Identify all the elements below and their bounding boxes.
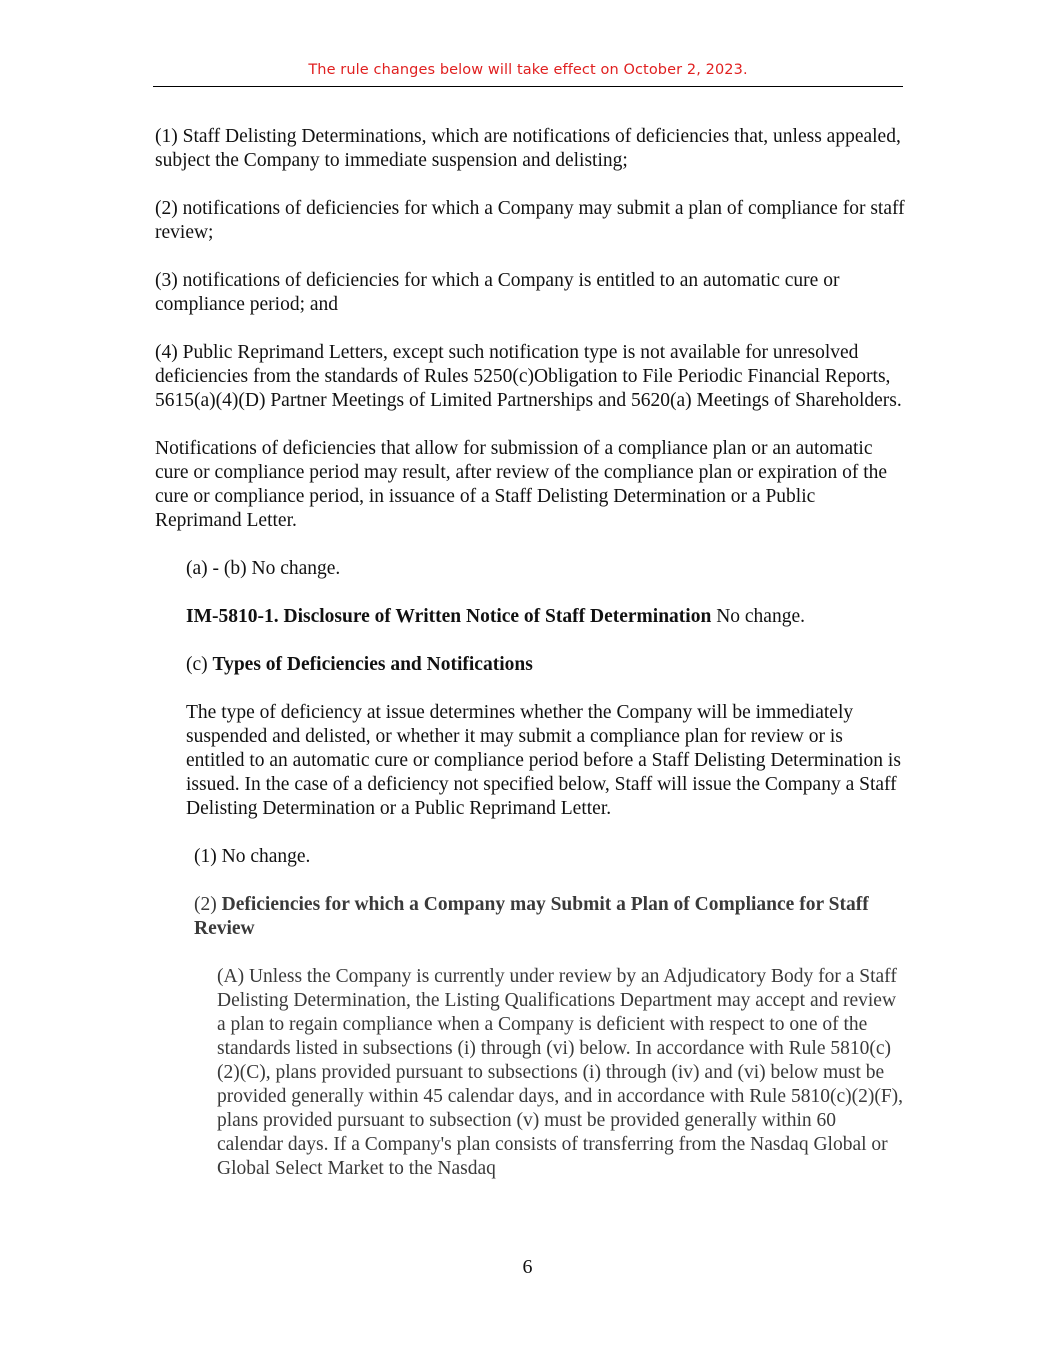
- effective-date-notice: The rule changes below will take effect on October 2, 2023.: [308, 62, 748, 78]
- paragraph-staff-delisting: (1) Staff Delisting Determinations, which are notifications of deficiencies that, unless appealed, subject the Company to immediate suspension and delisting;: [155, 126, 901, 171]
- paragraph-plan-of-compliance: (2) notifications of deficiencies for which a Company may submit a plan of compliance for staff review;: [155, 198, 905, 243]
- im-5810-1-status: No change.: [711, 606, 805, 627]
- subsection-c-title: Types of Deficiencies and Notifications: [212, 654, 533, 675]
- paragraph-automatic-cure: (3) notifications of deficiencies for which a Company is entitled to an automatic cure or compliance period; and: [155, 270, 840, 315]
- subsection-c-label: (c): [186, 654, 213, 675]
- paragraph-notifications-summary: Notifications of deficiencies that allow for submission of a compliance plan or an automatic cure or compliance period may result, after review of the compliance plan or expiration of the cure or compliance period, in issuance of a Staff Delisting Determination or a Public Reprimand Letter.: [155, 438, 888, 531]
- subsection-c2a-body: (A) Unless the Company is currently under review by an Adjudicatory Body for a Staff Delisting Determination, the Listing Qualifications Department may accept and review a plan to regain compliance when a Company is deficient with respect to one of the standards listed in subsections (i) through (vi) below. In accordance with Rule 5810(c)(2)(C), plans provided pursuant to subsections (i) through (iv) and (vi) below must be provided generally within 45 calendar days, and in accordance with Rule 5810(c)(2)(F), plans provided pursuant to subsection (v) must be provided generally within 60 calendar days. If a Company's plan consists of transferring from the Nasdaq Global or Global Select Market to the Nasdaq: [217, 966, 904, 1179]
- subsection-a-b: (a) - (b) No change.: [186, 558, 341, 579]
- im-5810-1-title: IM-5810-1. Disclosure of Written Notice of Staff Determination: [186, 606, 712, 627]
- subsection-c2-heading: [155, 893, 905, 941]
- im-5810-1-heading: [155, 605, 905, 629]
- document-body: [155, 125, 905, 1205]
- subsection-c-heading: [155, 653, 905, 677]
- subsection-c1: (1) No change.: [194, 846, 311, 867]
- subsection-c-body: The type of deficiency at issue determines whether the Company will be immediately suspended and delisted, or whether it may submit a compliance plan for review or is entitled to an automatic cure or compliance period before a Staff Delisting Determination is issued. In the case of a deficiency not specified below, Staff will issue the Company a Staff Delisting Determination or a Public Reprimand Letter.: [186, 702, 901, 819]
- paragraph-public-reprimand: (4) Public Reprimand Letters, except such notification type is not available for unresolved deficiencies from the standards of Rules 5250(c)Obligation to File Periodic Financial Reports, 5615(a)(4)(D) Partner Meetings of Limited Partnerships and 5620(a) Meetings of Shareholders.: [155, 342, 902, 411]
- subsection-c2-label: (2): [194, 894, 222, 915]
- page-number: 6: [522, 1256, 533, 1278]
- header-divider: [153, 86, 903, 87]
- subsection-c2-title: Deficiencies for which a Company may Submit a Plan of Compliance for Staff Review: [194, 894, 869, 939]
